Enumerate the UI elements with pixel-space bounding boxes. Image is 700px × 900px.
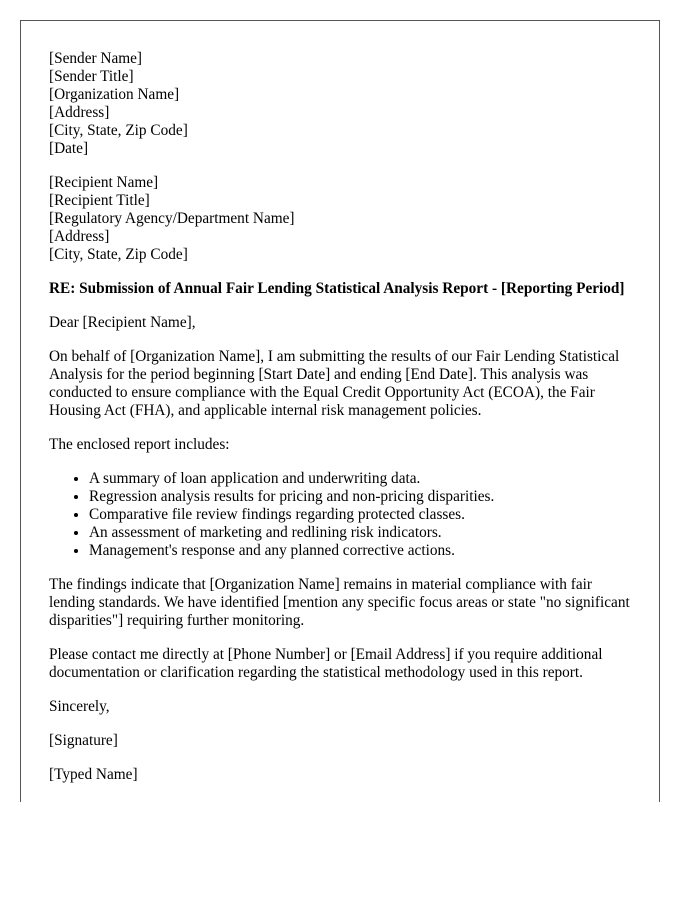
sender-name: [Sender Name] xyxy=(49,50,143,67)
list-item: • Management's response and any planned corrective actions. xyxy=(89,542,631,560)
salutation: Dear [Recipient Name], xyxy=(49,314,196,331)
contact-paragraph: Please contact me directly at [Phone Number] or [Email Address] if you require additional documentation or clarification regarding the statistical methodology used in this report. xyxy=(49,646,603,681)
report-contents-list xyxy=(49,470,631,560)
recipient-address-block xyxy=(49,174,631,264)
findings-paragraph: The findings indicate that [Organization Name] remains in material compliance with fair lending standards. We have identified [mention any specific focus areas or state "no significant disparities"] requiring further monitoring. xyxy=(49,576,630,629)
letter-page xyxy=(20,20,660,802)
list-item: • A summary of loan application and underwriting data. xyxy=(89,470,631,488)
list-intro: The enclosed report includes: xyxy=(49,436,230,453)
recipient-city-state-zip: [City, State, Zip Code] xyxy=(49,246,188,263)
closing: Sincerely, xyxy=(49,698,110,715)
recipient-title: [Recipient Title] xyxy=(49,192,150,209)
letter-date: [Date] xyxy=(49,140,89,157)
signature: [Signature] xyxy=(49,732,118,749)
sender-address: [Address] xyxy=(49,104,110,121)
subject-line: RE: Submission of Annual Fair Lending Statistical Analysis Report - [Reporting Period] xyxy=(49,280,625,297)
recipient-address: [Address] xyxy=(49,228,110,245)
intro-paragraph: On behalf of [Organization Name], I am submitting the results of our Fair Lending Statistical Analysis for the period beginning [Start Date] and ending [End Date]. This analysis was conducted to ensure compliance with the Equal Credit Opportunity Act (ECOA), the Fair Housing Act (FHA), and applicable internal risk management policies. xyxy=(49,348,620,419)
recipient-agency: [Regulatory Agency/Department Name] xyxy=(49,210,295,227)
list-item: • Comparative file review findings regarding protected classes. xyxy=(89,506,631,524)
list-item: • An assessment of marketing and redlining risk indicators. xyxy=(89,524,631,542)
sender-organization: [Organization Name] xyxy=(49,86,180,103)
recipient-name: [Recipient Name] xyxy=(49,174,159,191)
sender-title: [Sender Title] xyxy=(49,68,134,85)
typed-name: [Typed Name] xyxy=(49,766,138,783)
sender-city-state-zip: [City, State, Zip Code] xyxy=(49,122,188,139)
list-item: • Regression analysis results for pricing and non-pricing disparities. xyxy=(89,488,631,506)
sender-address-block xyxy=(49,50,631,158)
